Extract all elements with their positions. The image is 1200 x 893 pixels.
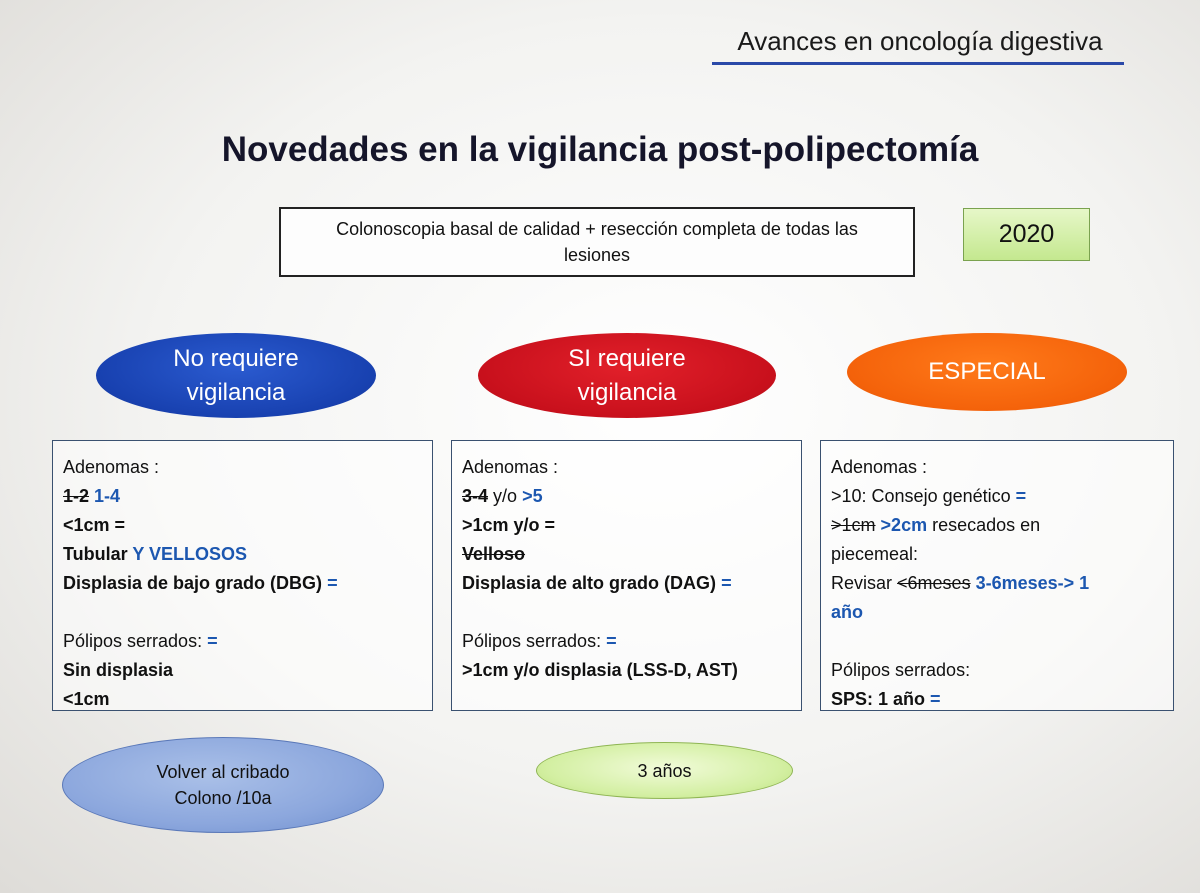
dysplasia-text: Displasia de alto grado (DAG) — [462, 573, 717, 593]
adenomas-histology — [63, 540, 432, 569]
category-label: SI requiere vigilancia — [568, 344, 686, 406]
basal-colonoscopy-box — [279, 207, 915, 277]
equal-sign: = — [327, 573, 338, 593]
equal-sign: = — [721, 573, 732, 593]
year-badge — [963, 208, 1090, 261]
category-label: ESPECIAL — [928, 358, 1046, 385]
criteria-box-especial — [820, 440, 1174, 711]
adenomas-size: >1cm y/o = — [462, 515, 556, 535]
header-underline — [712, 62, 1124, 65]
old-value: 3-4 — [462, 486, 489, 506]
adenomas-count — [462, 482, 801, 511]
serrated-criteria: >1cm y/o displasia (LSS-D, AST) — [462, 660, 738, 680]
header-title: Avances en oncología digestiva — [737, 26, 1103, 56]
new-value: >5 — [522, 486, 543, 506]
old-value: 1-2 — [63, 486, 90, 506]
dysplasia-text: Displasia de bajo grado (DBG) — [63, 573, 323, 593]
revisar-text: Revisar — [831, 573, 893, 593]
criteria-box-si-requiere — [451, 440, 802, 711]
serrated-label-text: Pólipos serrados: — [63, 631, 203, 651]
adenomas-label: Adenomas : — [831, 457, 928, 477]
serrated-label — [63, 627, 432, 656]
adenomas-label: Adenomas : — [462, 457, 559, 477]
equal-sign: = — [606, 631, 617, 651]
serrated-size: <1cm — [63, 689, 110, 709]
year-text: 2020 — [998, 220, 1055, 248]
outcome-label: 3 años — [637, 760, 692, 781]
basal-box-text: Colonoscopia basal de calidad + resección completa de todas las lesiones — [336, 219, 858, 265]
new-value: 1-4 — [94, 486, 121, 506]
genetic-counseling — [831, 482, 1173, 511]
adenomas-size: <1cm = — [63, 515, 126, 535]
sps-text: SPS: 1 año — [831, 689, 926, 709]
equal-sign: = — [1015, 486, 1027, 506]
resecados-text: resecados en — [932, 515, 1041, 535]
new-value: 3-6meses-> 1 — [975, 573, 1090, 593]
category-especial — [847, 333, 1127, 411]
category-no-requiere-vigilancia — [96, 333, 376, 418]
equal-sign: = — [930, 689, 941, 709]
adenomas-dysplasia — [63, 569, 432, 598]
yo-text: y/o — [493, 486, 518, 506]
revisar-interval — [831, 569, 1173, 598]
vellosos-text: Y VELLOSOS — [132, 544, 248, 564]
old-value: >1cm — [831, 515, 876, 535]
category-label: No requiere vigilancia — [173, 344, 299, 406]
serrated-label: Pólipos serrados: — [831, 660, 971, 680]
velloso-text: Velloso — [462, 544, 526, 564]
genetic-counseling-text: >10: Consejo genético — [831, 486, 1011, 506]
serrated-label — [462, 627, 801, 656]
equal-sign: = — [207, 631, 218, 651]
category-si-requiere-vigilancia — [478, 333, 776, 418]
serrated-label-text: Pólipos serrados: — [462, 631, 602, 651]
criteria-box-no-requiere — [52, 440, 433, 711]
anio-text: año — [831, 602, 864, 622]
sps-interval — [831, 685, 1173, 714]
adenomas-label: Adenomas : — [63, 457, 160, 477]
serrated-no-dysplasia: Sin displasia — [63, 660, 174, 680]
tubular-text: Tubular — [63, 544, 128, 564]
piecemeal-size — [831, 511, 1173, 540]
adenomas-count — [63, 482, 432, 511]
slide-title: Novedades en la vigilancia post-polipectomía — [221, 130, 979, 169]
outcome-label: Volver al cribado Colono /10a — [156, 762, 290, 808]
outcome-tres-anos — [536, 742, 793, 799]
adenomas-dysplasia — [462, 569, 801, 598]
new-value: >2cm — [880, 515, 928, 535]
piecemeal-text: piecemeal: — [831, 544, 919, 564]
outcome-volver-cribado — [62, 737, 384, 833]
old-value: <6meses — [897, 573, 971, 593]
